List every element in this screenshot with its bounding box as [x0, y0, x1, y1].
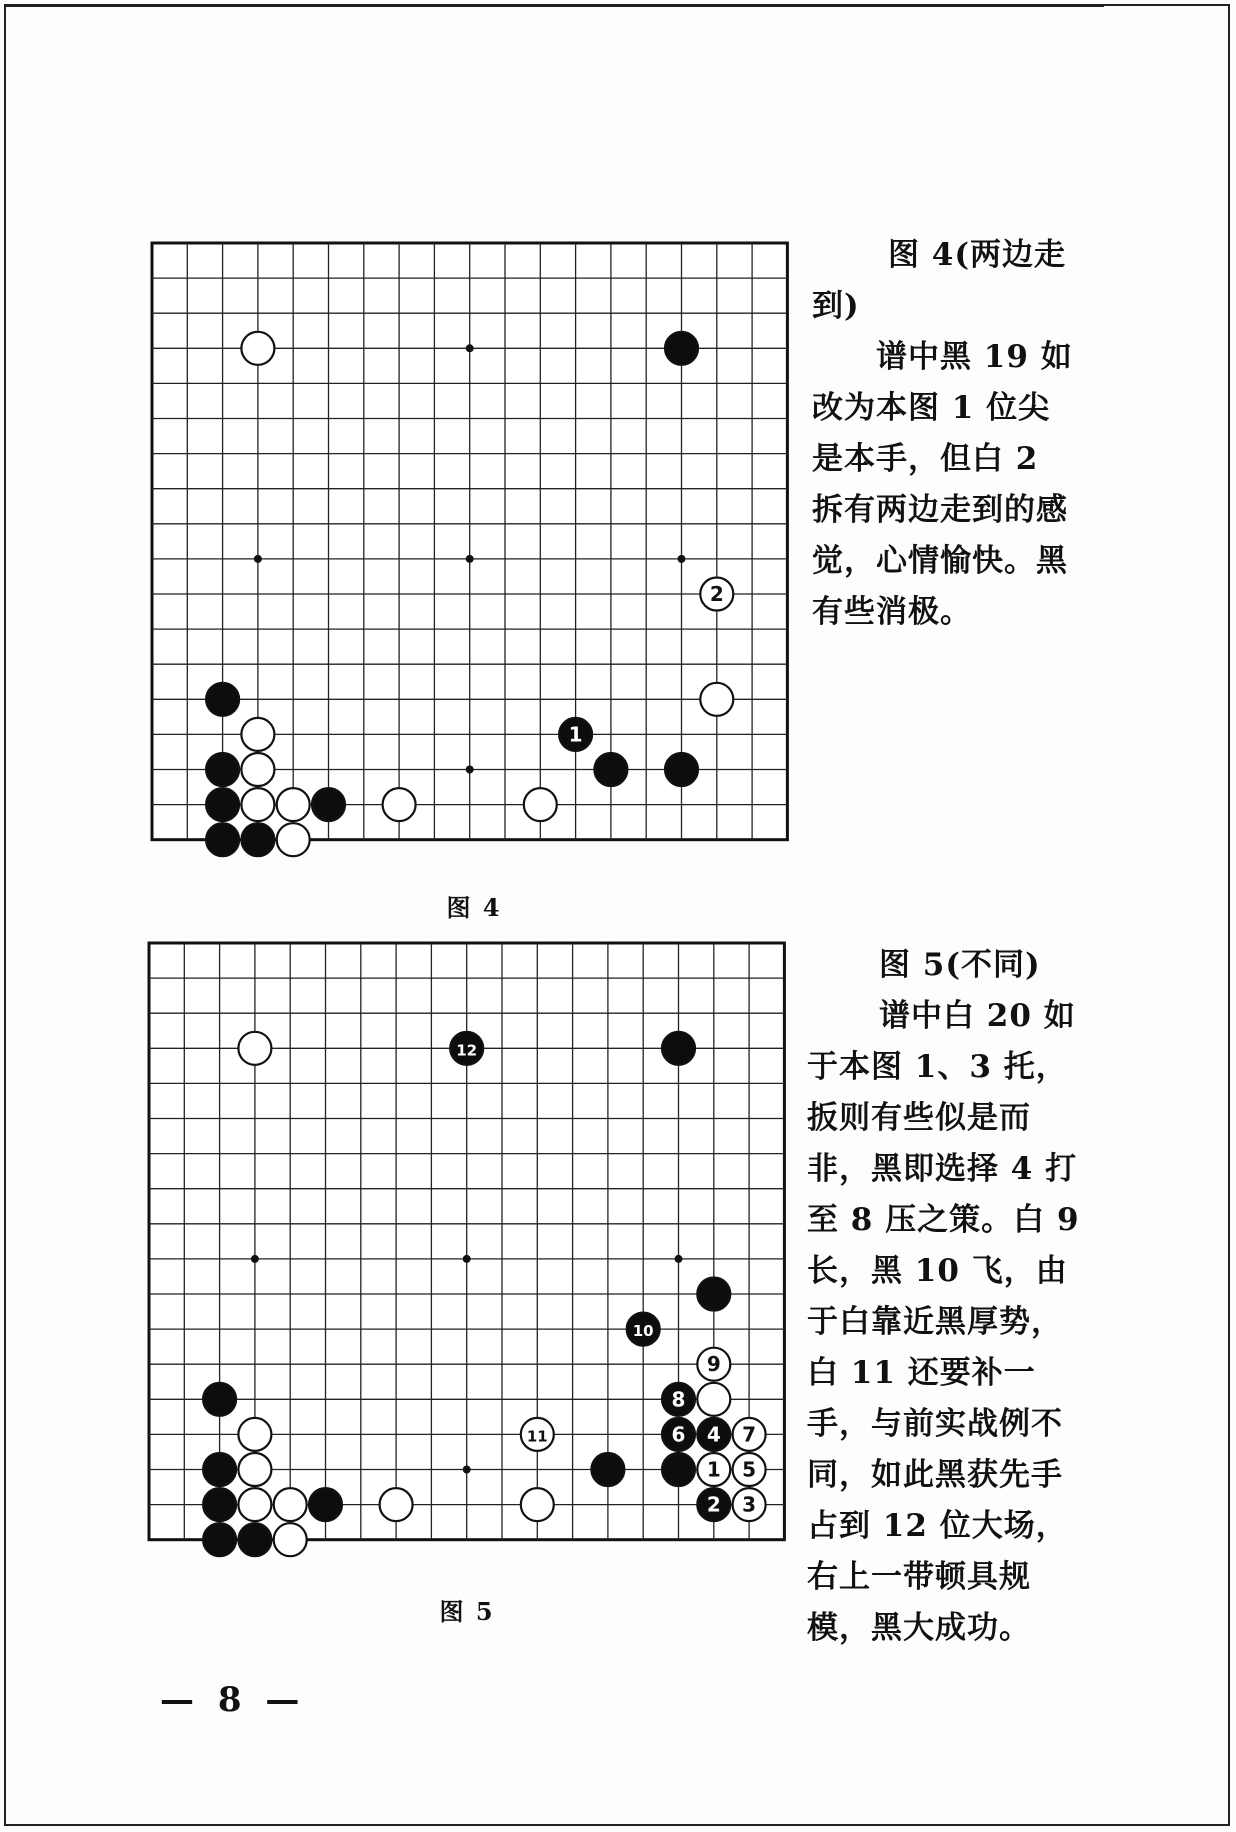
- white-stone: [274, 1523, 307, 1556]
- stone-move-number: 1: [706, 1457, 721, 1482]
- black-stone: [309, 1488, 342, 1521]
- black-stone: [241, 823, 274, 856]
- black-stone: [665, 753, 698, 786]
- black-stone: [665, 332, 698, 365]
- white-stone: [238, 1453, 271, 1486]
- figure-5-star-point: [463, 1255, 471, 1263]
- stone-move-number: 5: [742, 1457, 757, 1482]
- white-stone: [277, 788, 310, 821]
- stone-move-number: 1: [568, 722, 583, 747]
- stone-move-number: 4: [706, 1422, 721, 1447]
- stone-move-number: 6: [671, 1422, 686, 1447]
- go-board-figure-5: [143, 937, 791, 1577]
- figure-4-star-point: [466, 344, 474, 352]
- white-stone: [241, 332, 274, 365]
- stone-move-number: 7: [742, 1422, 757, 1447]
- black-stone: [203, 1523, 236, 1556]
- white-stone: [697, 1383, 730, 1416]
- black-stone: [206, 788, 239, 821]
- black-stone: [238, 1523, 271, 1556]
- figure-4-caption: 图 4: [446, 893, 502, 922]
- figure-4-title: 图 4(两边走到): [812, 237, 1067, 324]
- black-stone: [206, 683, 239, 716]
- stone-move-number: 9: [706, 1352, 721, 1377]
- figure-4-body: 谱中黑 19 如改为本图 1 位尖是本手，但白 2 拆有两边走到的感觉，心情愉快。黑有些消极。: [812, 339, 1073, 630]
- black-stone: [203, 1488, 236, 1521]
- figure-4-description: [812, 230, 1082, 638]
- figure-5-body: 谱中白 20 如于本图 1、3 托，扳则有些似是而非，黑即选择 4 打至 8 压之策。白 9 长，黑 10 飞，由于白靠近黑厚势，白 11 还要补一手，与前实战例不同，如此黑获先手占到 12 位大场，右上一带顿具规模，黑大成功。: [807, 998, 1080, 1646]
- stone-move-number: 12: [456, 1041, 478, 1060]
- page-number: — 8 —: [160, 1680, 306, 1720]
- black-stone: [662, 1032, 695, 1065]
- stone-move-number: 2: [706, 1492, 721, 1517]
- stone-move-number: 2: [709, 582, 724, 606]
- stone-move-number: 8: [671, 1387, 686, 1412]
- black-stone: [697, 1278, 730, 1311]
- white-stone: [241, 753, 274, 786]
- black-stone: [312, 788, 345, 821]
- white-stone: [380, 1488, 413, 1521]
- white-stone: [238, 1418, 271, 1451]
- figure-5-star-point: [463, 1466, 471, 1474]
- black-stone: [206, 753, 239, 786]
- figure-5-description: [807, 940, 1082, 1654]
- white-stone: [241, 718, 274, 751]
- figure-5-caption: 图 5: [439, 1597, 495, 1626]
- white-stone: [274, 1488, 307, 1521]
- white-stone: [241, 788, 274, 821]
- white-stone: [521, 1488, 554, 1521]
- stone-move-number: 3: [742, 1492, 757, 1517]
- stone-move-number: 10: [632, 1322, 654, 1341]
- white-stone: [238, 1032, 271, 1065]
- figure-5-star-point: [251, 1255, 259, 1263]
- black-stone: [203, 1383, 236, 1416]
- black-stone: [591, 1453, 624, 1486]
- figure-4-star-point: [466, 766, 474, 774]
- white-stone: [277, 823, 310, 856]
- figure-4-star-point: [678, 555, 686, 563]
- white-stone: [700, 683, 733, 716]
- white-stone: [238, 1488, 271, 1521]
- black-stone: [594, 753, 627, 786]
- black-stone: [206, 823, 239, 856]
- figure-4-star-point: [466, 555, 474, 563]
- go-board-figure-4: [146, 237, 794, 877]
- white-stone: [524, 788, 557, 821]
- figure-5-title: 图 5(不同): [879, 947, 1041, 983]
- top-rule: [4, 4, 1104, 7]
- black-stone: [203, 1453, 236, 1486]
- stone-move-number: 11: [526, 1427, 548, 1446]
- figure-5-star-point: [675, 1255, 683, 1263]
- black-stone: [662, 1453, 695, 1486]
- figure-4-star-point: [254, 555, 262, 563]
- white-stone: [383, 788, 416, 821]
